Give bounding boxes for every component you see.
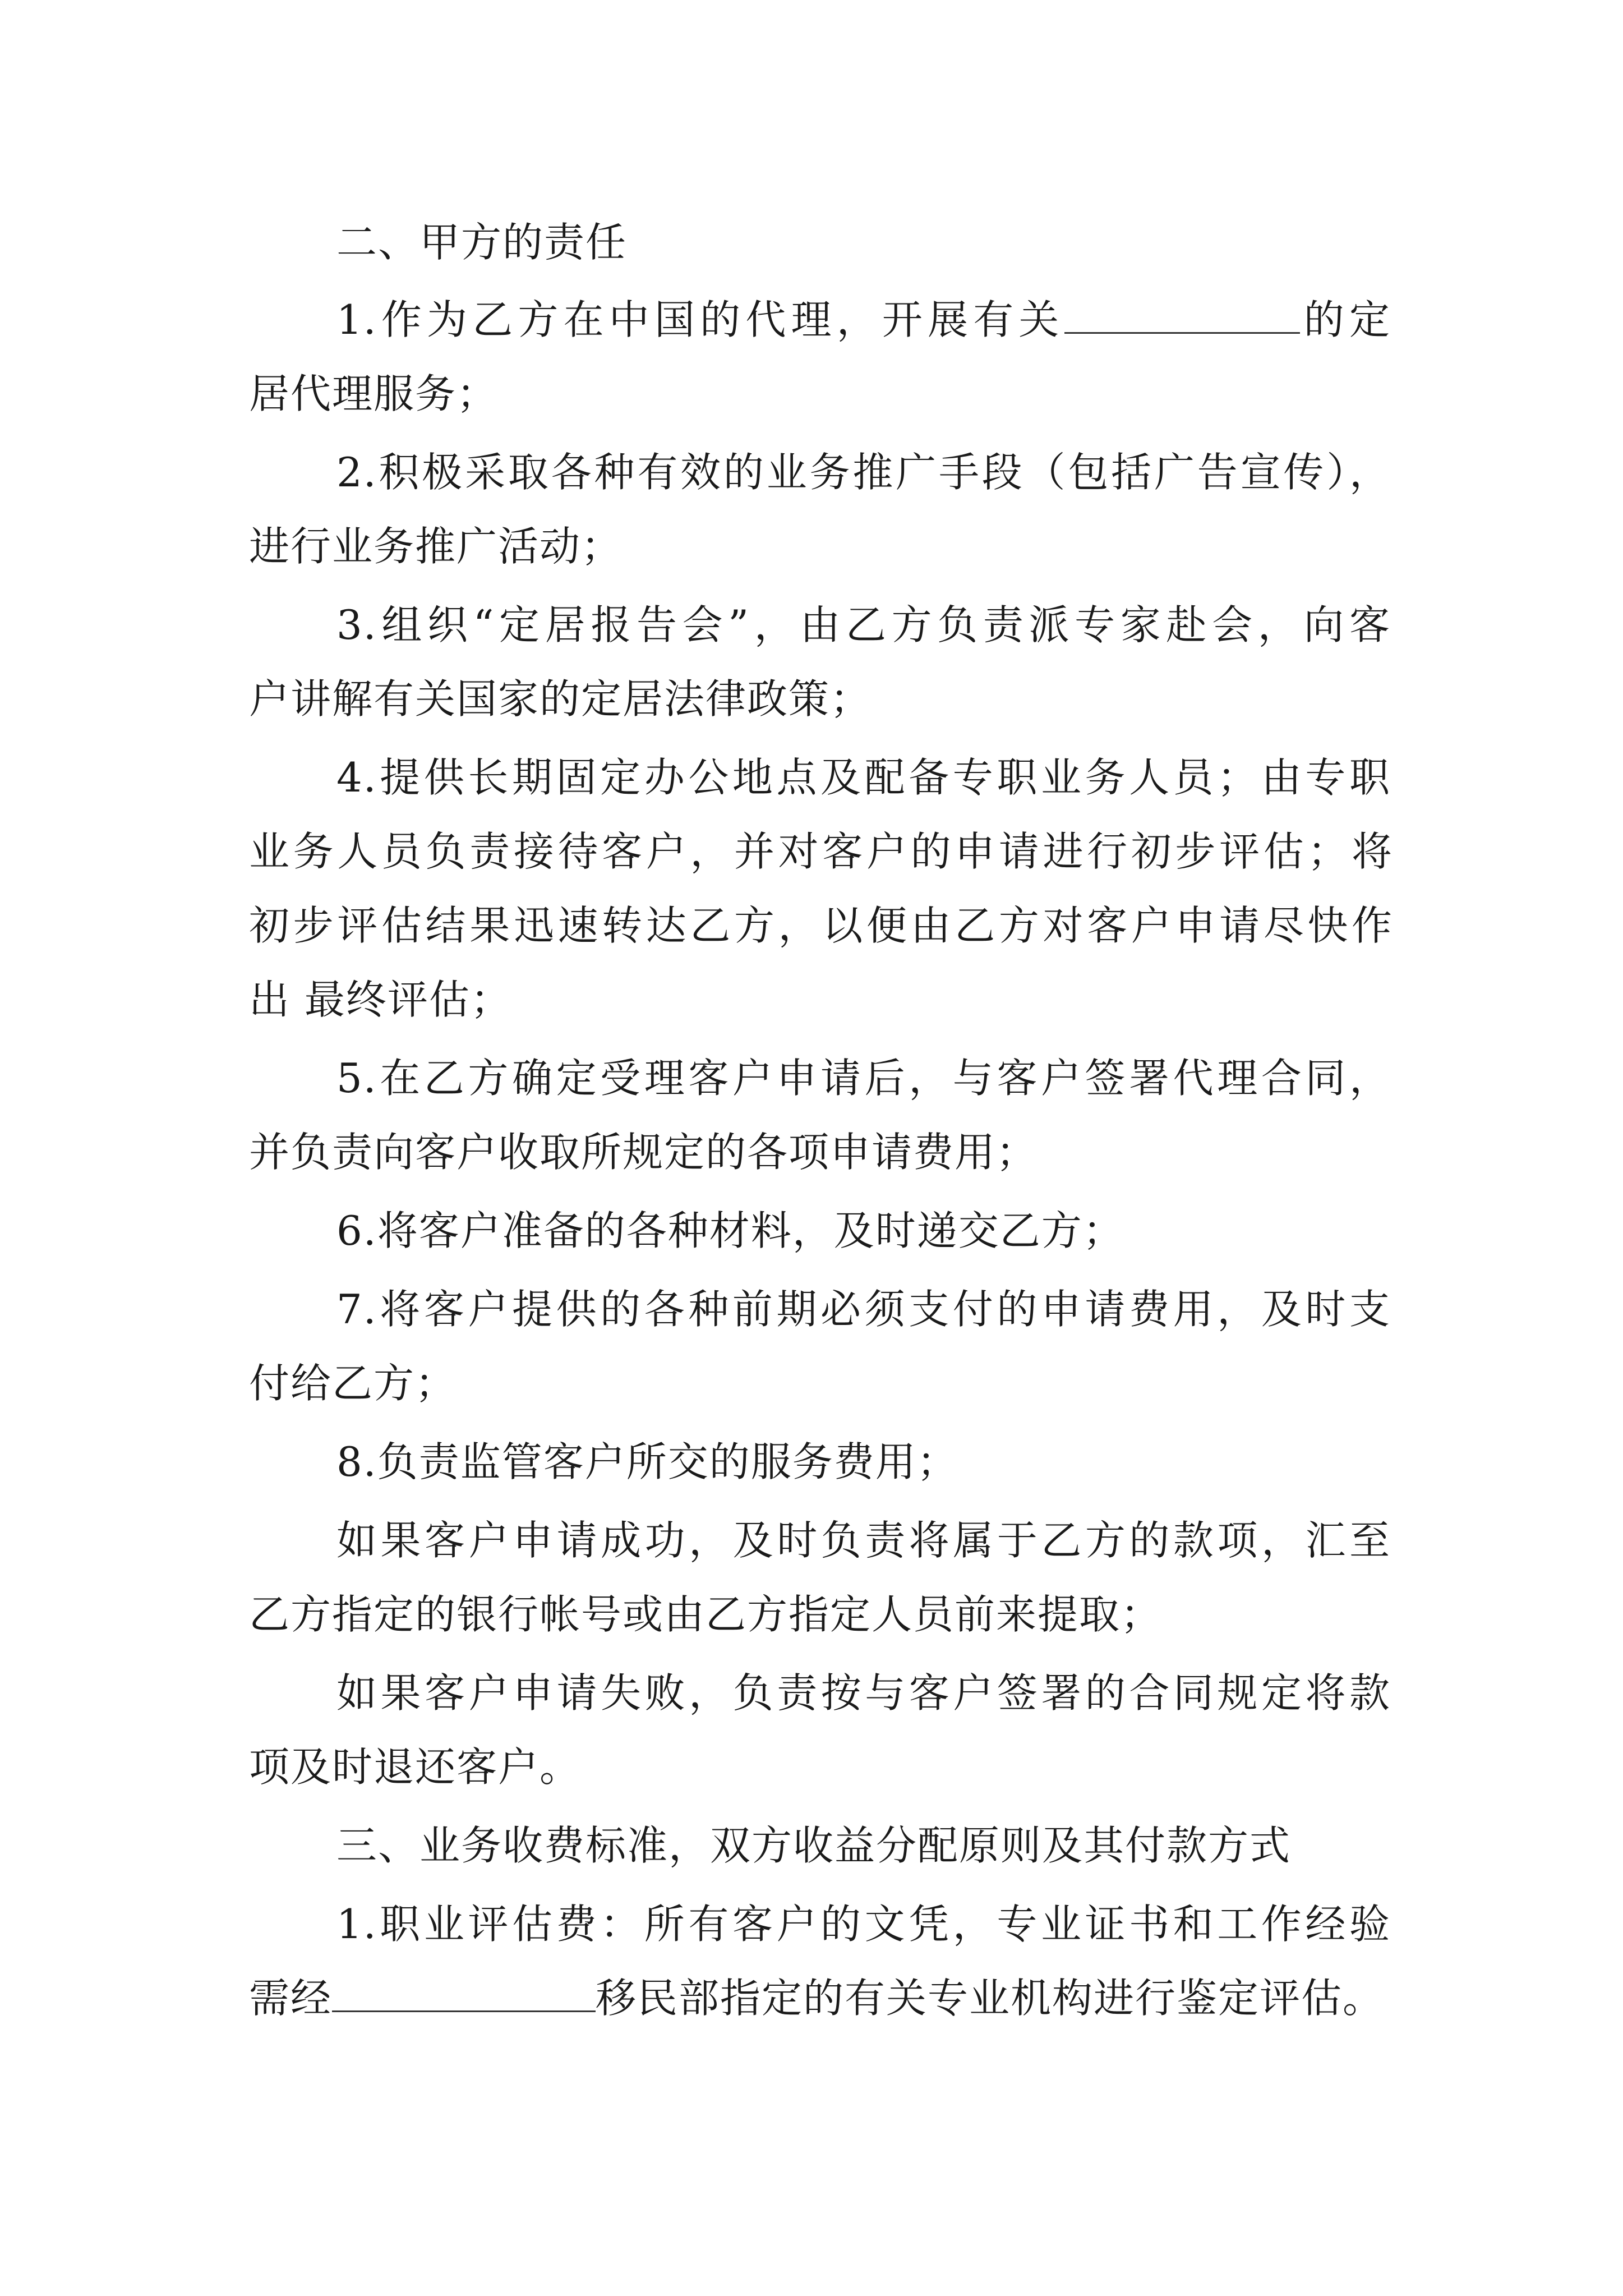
section-3-item-1-line-2 — [249, 1970, 1393, 2026]
item-4-line-1: 4.提供长期固定办公地点及配备专职业务人员；由专职 — [336, 754, 1391, 801]
section-3-item-1-text-start: 需经 — [249, 1975, 333, 2022]
item-2-line-2: 进行业务推广活动； — [249, 523, 623, 570]
item-6-line-1: 6.将客户准备的各种材料，及时递交乙方； — [336, 1207, 1124, 1254]
section-heading-3: 三、业务收费标准，双方收益分配原则及其付款方式 — [336, 1822, 1292, 1869]
item-4-line-3: 初步评估结果迅速转达乙方，以便由乙方对客户申请尽快作 — [249, 902, 1393, 949]
item-7-line-2: 付给乙方； — [249, 1360, 457, 1407]
fill-in-blank[interactable] — [1064, 297, 1300, 334]
item-8-line-1: 8.负责监管客户所交的服务费用； — [336, 1438, 958, 1485]
item-3-line-1: 3.组织“定居报告会”，由乙方负责派专家赴会，向客 — [336, 601, 1391, 648]
item-1-line-2: 居代理服务； — [249, 370, 499, 417]
item-5-line-2: 并负责向客户收取所规定的各项申请费用； — [249, 1129, 1038, 1176]
item-4-line-2: 业务人员负责接待客户，并对客户的申请进行初步评估；将 — [249, 828, 1393, 875]
item-7-line-1: 7.将客户提供的各种前期必须支付的申请费用，及时支 — [336, 1286, 1391, 1333]
item-5-line-1: 5.在乙方确定受理客户申请后，与客户签署代理合同， — [336, 1055, 1391, 1102]
section-heading-2: 二、甲方的责任 — [336, 219, 628, 266]
fill-in-blank[interactable] — [332, 1976, 596, 2012]
success-paragraph-line-2: 乙方指定的银行帐号或由乙方指定人员前来提取； — [249, 1591, 1163, 1638]
failure-paragraph-line-1: 如果客户申请失败，负责按与客户签署的合同规定将款 — [336, 1669, 1391, 1717]
item-1-text-end: 的定 — [1299, 296, 1391, 343]
success-paragraph-line-1: 如果客户申请成功，及时负责将属于乙方的款项，汇至 — [336, 1517, 1391, 1564]
item-3-line-2: 户讲解有关国家的定居法律政策； — [249, 675, 872, 723]
section-3-item-1-line-1: 1.职业评估费：所有客户的文凭，专业证书和工作经验 — [336, 1901, 1391, 1948]
item-1-text-start: 1.作为乙方在中国的代理，开展有关 — [336, 296, 1064, 343]
failure-paragraph-line-2: 项及时退还客户。 — [249, 1743, 582, 1791]
item-2-line-1: 2.积极采取各种有效的业务推广手段（包括广告宣传）， — [336, 449, 1391, 496]
section-3-item-1-text-end: 移民部指定的有关专业机构进行鉴定评估。 — [596, 1975, 1385, 2022]
item-1-line-1 — [336, 292, 1391, 348]
item-4-line-4: 出 最终评估； — [249, 976, 512, 1023]
